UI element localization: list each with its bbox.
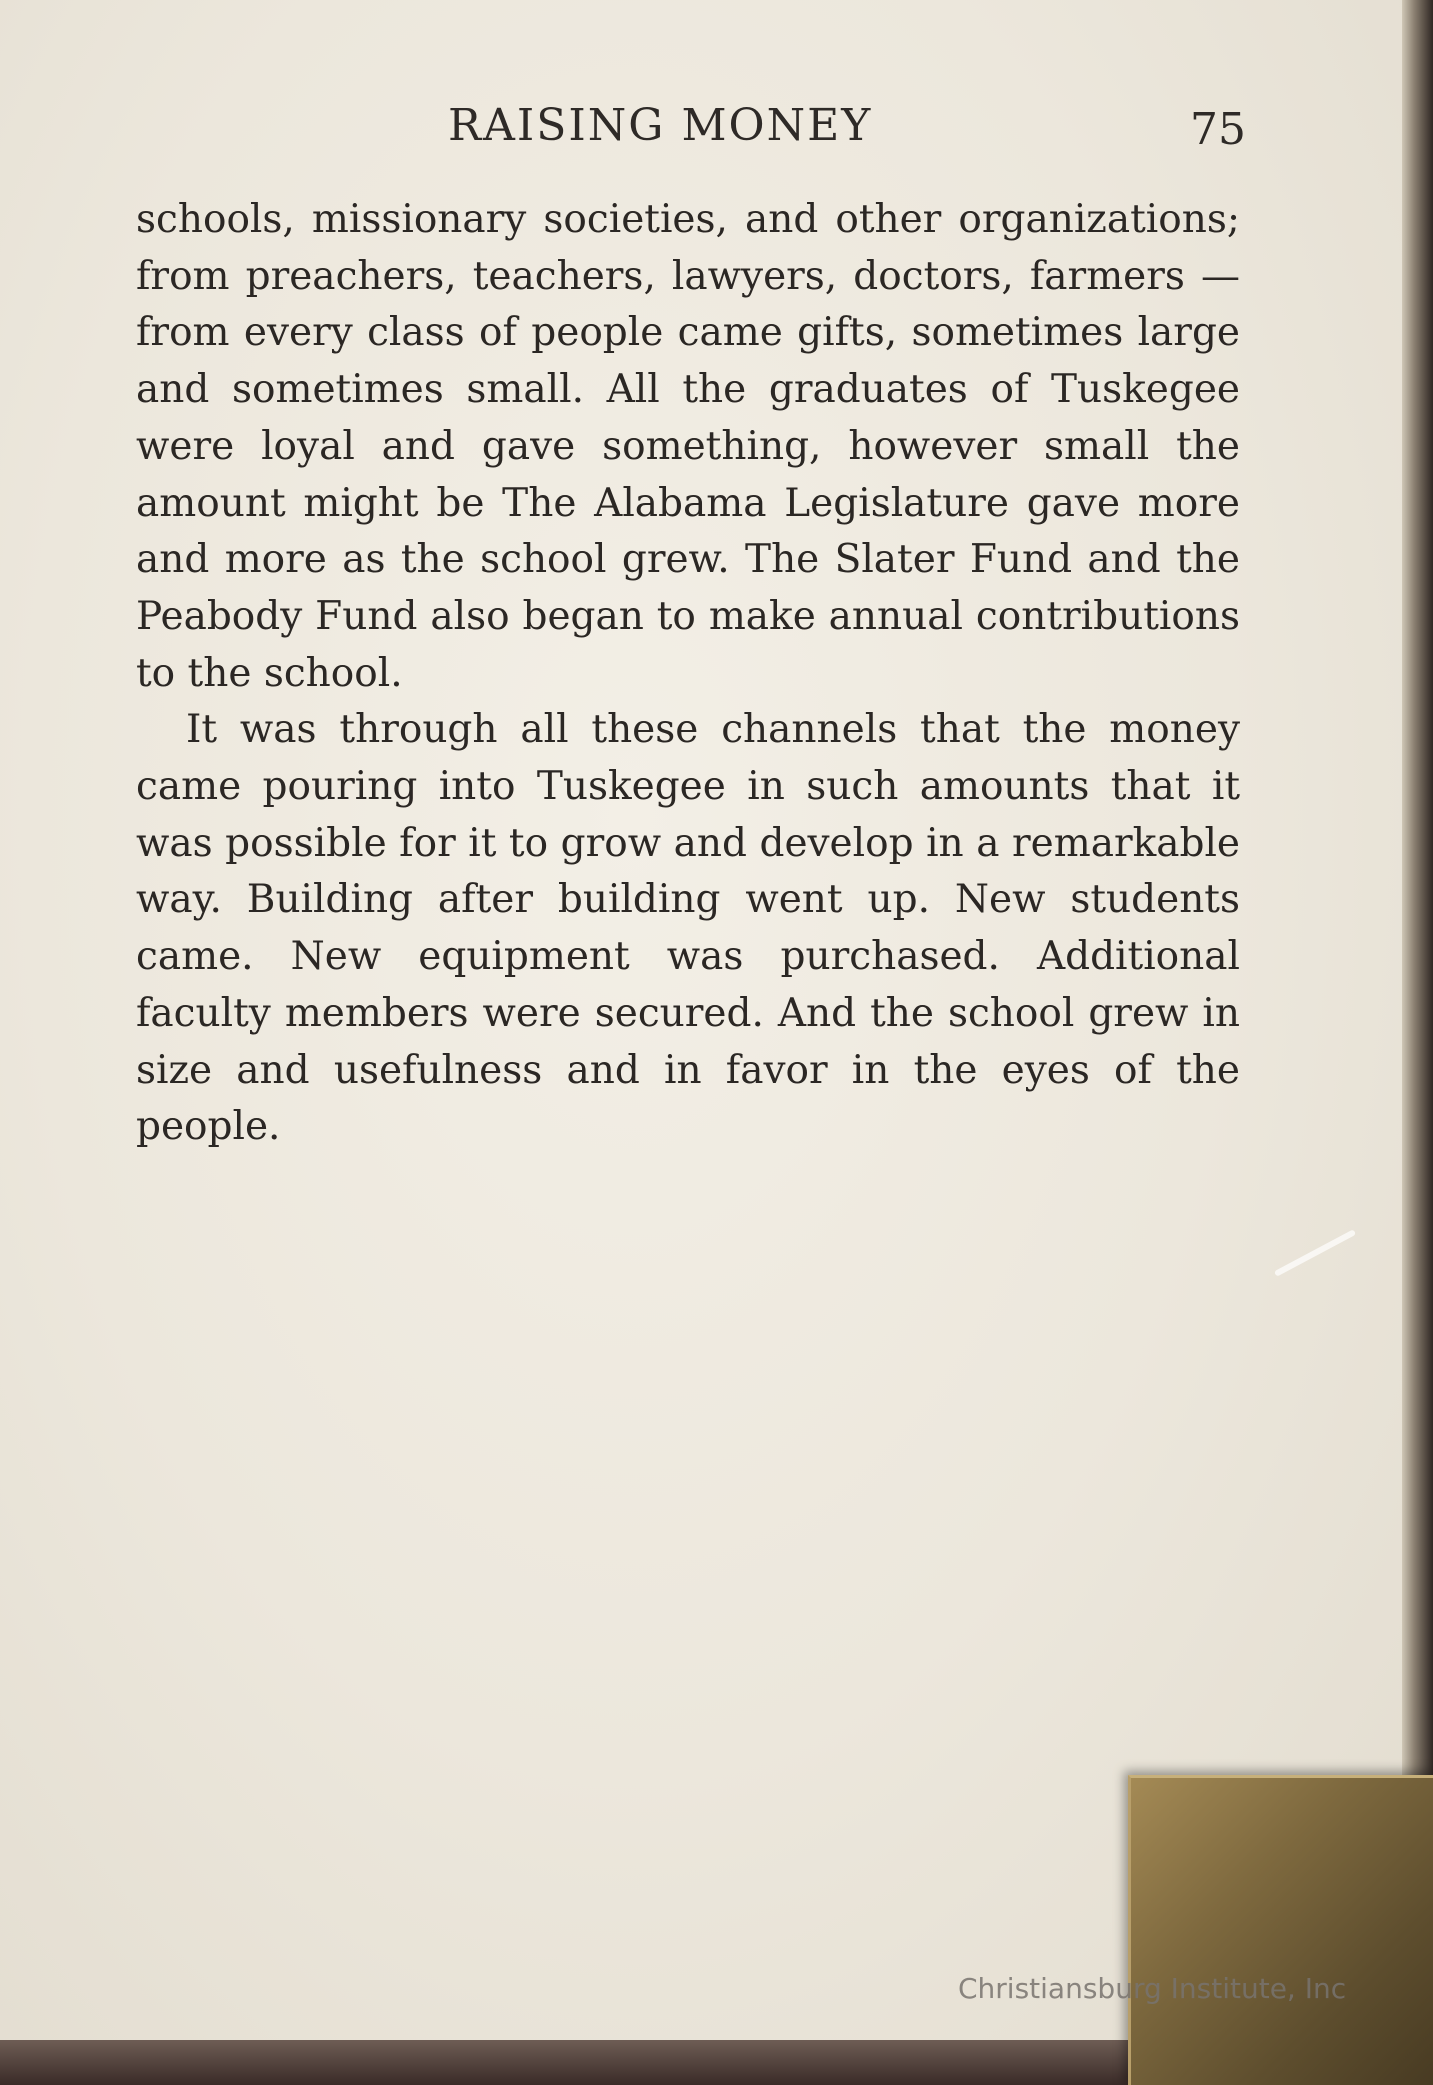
brass-corner-object xyxy=(1128,1775,1433,2085)
chapter-title: RAISING MONEY xyxy=(448,100,873,151)
running-head xyxy=(0,100,1402,160)
paragraph-1: schools, missionary societies, and other organizations; from preachers, teachers, lawyers, doctors, farmers — from every class of people came gifts, sometimes large and sometimes small. All the graduates of Tuskegee were loyal and gave something, however small the amount might be The Alabama Legislature gave more and more as the school grew. The Slater Fund and the Peabody Fund also began to make annual contributions to the school. xyxy=(136,197,1240,696)
page-edge-shadow xyxy=(1402,0,1433,2085)
body-text xyxy=(136,192,1240,1156)
page-number: 75 xyxy=(1190,104,1246,155)
paragraph-2: It was through all these channels that the money came pouring into Tuskegee in such amounts that it was possible for it to grow and develop in a remarkable way. Building after building went up. New students came. New equipment was purchased. Additional faculty members were secured. And the school grew in size and usefulness and in favor in the eyes of the people. xyxy=(136,707,1240,1150)
watermark: Christiansburg Institute, Inc xyxy=(958,1972,1347,2005)
paper-scratch xyxy=(1274,1229,1356,1277)
